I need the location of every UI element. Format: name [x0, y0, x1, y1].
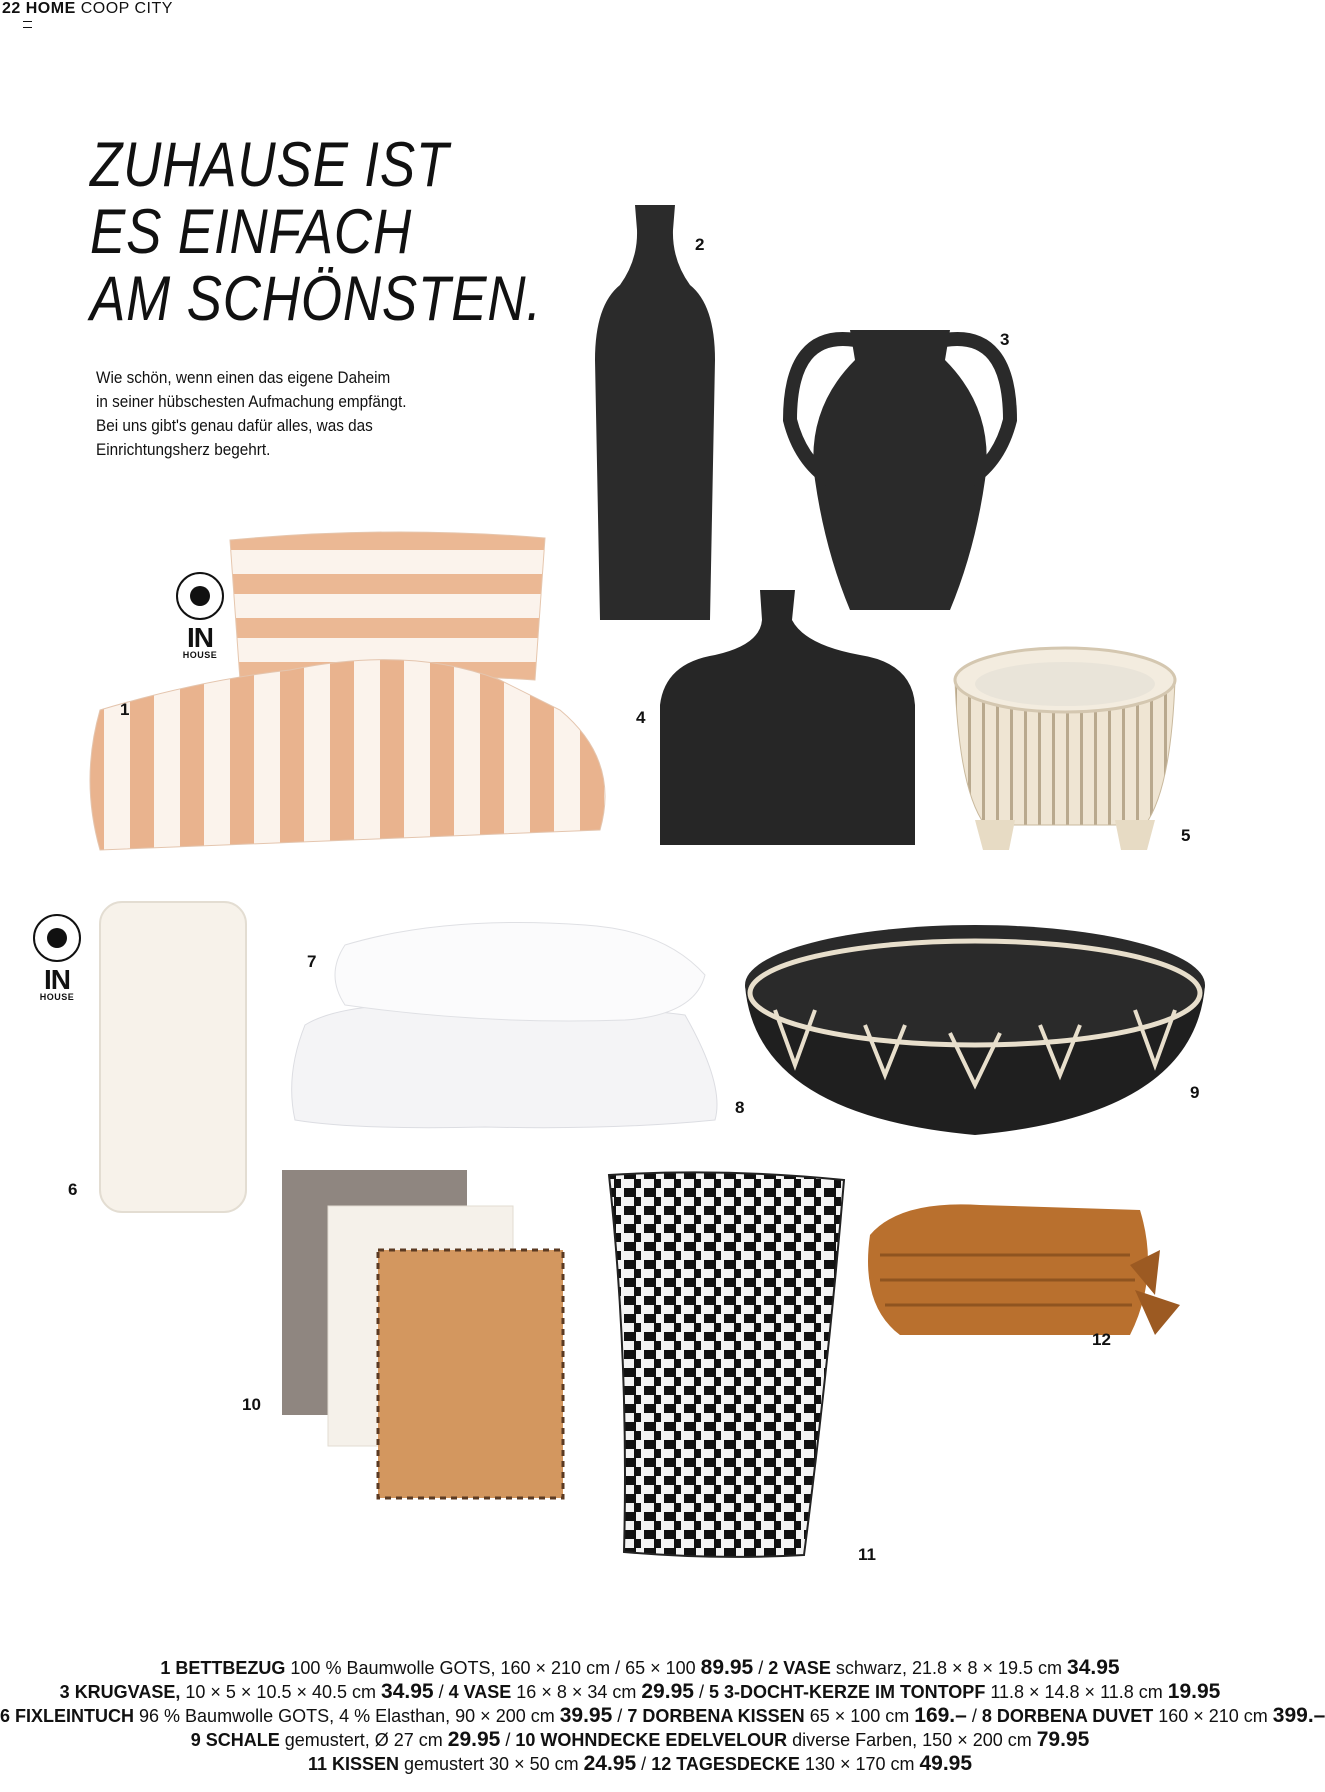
item-price: 79.95	[1036, 1728, 1090, 1751]
page-header	[2, 0, 173, 28]
item-price: 34.95	[1067, 1656, 1120, 1679]
item-name: VASE	[783, 1658, 831, 1678]
item-name: 3-DOCHT-KERZE IM TONTOPF	[723, 1682, 986, 1702]
item-name: VASE	[463, 1682, 512, 1702]
intro-line: Einrichtungsherz begehrt.	[96, 440, 271, 459]
intro-text	[96, 366, 406, 462]
item-details: schwarz, 21.8 × 8 × 19.5 cm	[830, 1658, 1068, 1678]
item-price: 39.95	[559, 1704, 613, 1727]
candle-pot-image	[945, 640, 1185, 860]
product-number: 2	[695, 235, 705, 254]
intro-line: Bei uns gibt's genau dafür alles, was das	[96, 416, 373, 435]
item-number: 1	[160, 1658, 176, 1678]
jug-vase-image	[780, 320, 1020, 620]
item-price: 24.95	[583, 1752, 637, 1775]
item-details: /	[966, 1706, 982, 1726]
item-number: 10	[515, 1730, 541, 1750]
item-details: 100 % Baumwolle GOTS, 160 × 210 cm / 65 × 100	[285, 1658, 701, 1678]
patterned-cushion-image	[604, 1170, 849, 1560]
item-name: DORBENA KISSEN	[642, 1706, 805, 1726]
item-number: 2	[768, 1658, 784, 1678]
gots-inhouse-badge	[30, 914, 84, 1002]
item-name: DORBENA DUVET	[996, 1706, 1154, 1726]
item-details: 11.8 × 14.8 × 11.8 cm	[985, 1682, 1168, 1702]
item-name: SCHALE	[205, 1730, 280, 1750]
headline-line: AM SCHÖNSTEN.	[90, 264, 542, 334]
product-number: 12	[1092, 1330, 1111, 1349]
item-price: 49.95	[919, 1752, 973, 1775]
item-details: 16 × 8 × 34 cm	[511, 1682, 642, 1702]
item-price: 29.95	[447, 1728, 501, 1751]
badge-in-text: IN	[44, 964, 70, 995]
gots-icon	[33, 914, 81, 962]
item-price: 29.95	[641, 1680, 694, 1703]
price-line	[0, 1752, 1280, 1776]
product-number: 6	[68, 1180, 78, 1199]
product-number: 11	[858, 1545, 876, 1564]
fitted-sheet-image	[98, 900, 248, 1215]
item-details: diverse Farben, 150 × 200 cm	[787, 1730, 1037, 1750]
bedding-image	[80, 530, 620, 860]
item-name: KISSEN	[331, 1754, 400, 1774]
item-name: WOHNDECKE EDELVELOUR	[540, 1730, 788, 1750]
item-number: 5	[708, 1682, 724, 1702]
brand-name: COOP CITY	[80, 0, 173, 17]
item-details: /	[433, 1682, 449, 1702]
product-number: 5	[1181, 826, 1191, 845]
bowl-image	[735, 915, 1215, 1145]
headline-line: ZUHAUSE IST	[90, 130, 450, 200]
item-details: /	[612, 1706, 628, 1726]
badge-house-text: HOUSE	[182, 650, 218, 660]
throw-blanket-image	[860, 1195, 1210, 1345]
item-number: 3	[59, 1682, 75, 1702]
item-price: 169.–	[914, 1704, 967, 1727]
blankets-image	[280, 1168, 570, 1503]
item-number: 11	[307, 1754, 332, 1774]
item-details: 130 × 170 cm	[799, 1754, 920, 1774]
item-number: 7	[627, 1706, 643, 1726]
item-details: /	[636, 1754, 652, 1774]
item-details: 10 × 5 × 10.5 × 40.5 cm	[180, 1682, 382, 1702]
badge-house-text: HOUSE	[39, 992, 75, 1002]
item-name: TAGESDECKE	[676, 1754, 800, 1774]
item-name: BETTBEZUG	[175, 1658, 286, 1678]
item-number: 6	[0, 1706, 16, 1726]
item-number: 4	[448, 1682, 464, 1702]
headline-line: ES EINFACH	[90, 197, 413, 267]
item-number: 12	[651, 1754, 677, 1774]
price-line	[0, 1728, 1280, 1752]
product-number: 8	[735, 1098, 745, 1117]
item-price: 89.95	[700, 1656, 754, 1679]
price-list	[0, 1656, 1325, 1776]
product-number: 10	[242, 1395, 261, 1414]
badge-in-text: IN	[187, 622, 213, 653]
item-details: /	[693, 1682, 709, 1702]
flat-vase-image	[650, 585, 925, 855]
headline	[90, 132, 542, 333]
item-name: FIXLEINTUCH	[15, 1706, 135, 1726]
pillow-duvet-image	[285, 905, 730, 1135]
item-details: gemustert, Ø 27 cm	[279, 1730, 448, 1750]
item-number: 8	[981, 1706, 997, 1726]
item-details: gemustert 30 × 50 cm	[399, 1754, 584, 1774]
intro-line: Wie schön, wenn einen das eigene Daheim	[96, 368, 391, 387]
intro-line: in seiner hübschesten Aufmachung empfängt.	[96, 392, 407, 411]
product-number: 7	[307, 952, 317, 971]
price-line	[0, 1656, 1280, 1680]
item-price: 399.–	[1272, 1704, 1325, 1727]
product-number: 4	[636, 708, 646, 727]
item-details: /	[500, 1730, 516, 1750]
price-line	[0, 1704, 1325, 1728]
item-details: 96 % Baumwolle GOTS, 4 % Elasthan, 90 × 200 cm	[134, 1706, 560, 1726]
page-number: 22	[2, 0, 21, 17]
product-number: 1	[120, 700, 130, 719]
item-number: 9	[190, 1730, 206, 1750]
product-number: 9	[1190, 1083, 1200, 1102]
bottle-vase-image	[580, 200, 730, 630]
section-title: HOME	[25, 0, 76, 17]
item-price: 19.95	[1167, 1680, 1221, 1703]
item-price: 34.95	[381, 1680, 434, 1703]
item-details: /	[753, 1658, 769, 1678]
flag-icon	[23, 21, 32, 28]
price-line	[0, 1680, 1280, 1704]
product-number: 3	[1000, 330, 1010, 349]
item-details: 65 × 100 cm	[804, 1706, 915, 1726]
item-name: KRUGVASE,	[74, 1682, 181, 1702]
item-details: 160 × 210 cm	[1153, 1706, 1273, 1726]
